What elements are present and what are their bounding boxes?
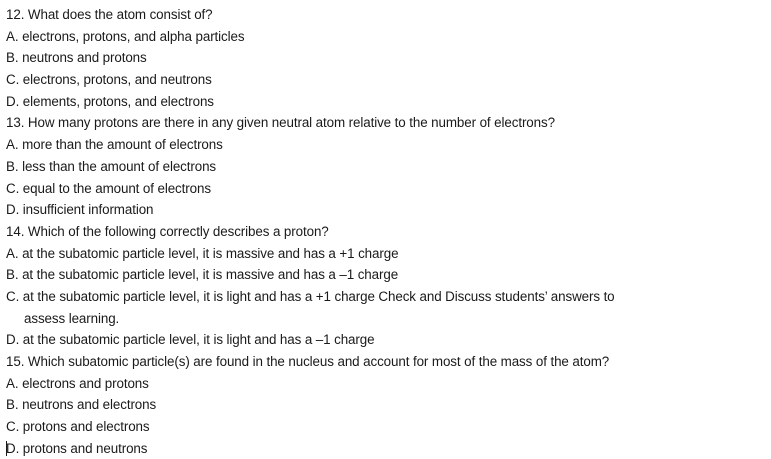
question-text: 13. How many protons are there in any given neutral atom relative to the number of electrons? [6,115,555,131]
question-14 [6,221,766,351]
answer-option: D. elements, protons, and electrons [6,93,214,109]
answer-option: A. electrons, protons, and alpha particles [6,28,245,44]
answer-option: C. at the subatomic particle level, it is light and has a +1 charge Check and Discuss students’ answers to [6,288,615,304]
answer-option-text: D. protons and neutrons [6,440,148,456]
answer-option: B. neutrons and protons [6,50,147,66]
answer-option-last [6,438,766,459]
question-text: 14. Which of the following correctly describes a proton? [6,223,329,239]
question-text: 15. Which subatomic particle(s) are found in the nucleus and account for most of the mass of the atom? [6,354,610,369]
question-12 [6,4,766,112]
answer-option: A. at the subatomic particle level, it is massive and has a +1 charge [6,245,399,261]
answer-option: B. at the subatomic particle level, it is massive and has a –1 charge [6,267,399,283]
answer-option: B. less than the amount of electrons [6,158,217,174]
answer-option-continuation: assess learning. [24,310,120,326]
answer-option: C. equal to the amount of electrons [6,180,211,196]
answer-option: A. more than the amount of electrons [6,137,223,153]
answer-option: B. neutrons and electrons [6,397,157,413]
answer-option: D. insufficient information [6,202,154,218]
question-13 [6,112,766,220]
answer-option: C. protons and electrons [6,419,150,435]
quiz-document [6,4,766,459]
question-text: 12. What does the atom consist of? [6,7,213,22]
answer-option: C. electrons, protons, and neutrons [6,72,212,88]
answer-option: A. electrons and protons [6,375,149,391]
question-15 [6,351,766,459]
answer-option: D. at the subatomic particle level, it is light and has a –1 charge [6,332,375,348]
